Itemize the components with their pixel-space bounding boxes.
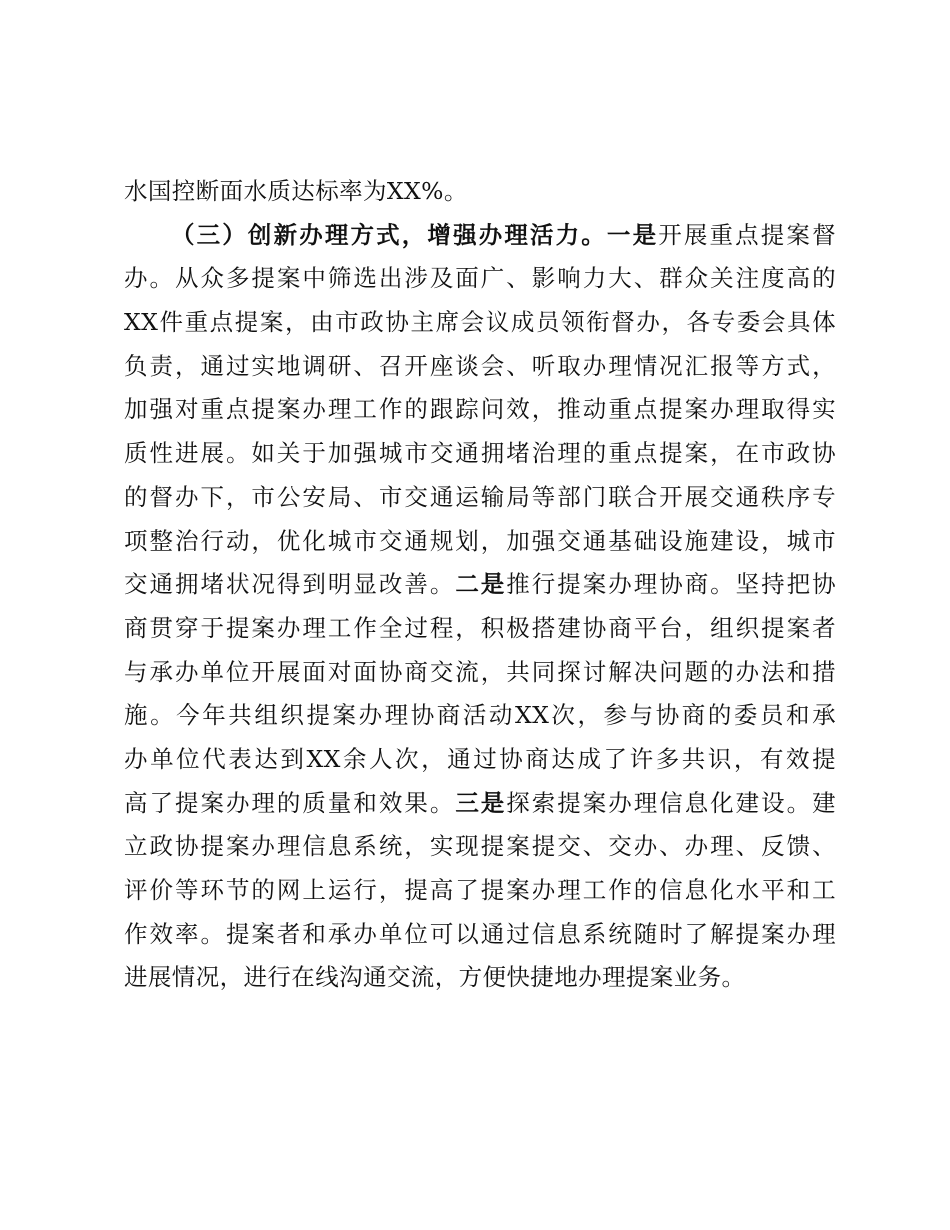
text-run: 办。从众多提案中筛选出涉及面广、影响力大、群众关注度高的 [124,264,836,293]
bold-text: 三是 [455,788,507,817]
bold-text: 二是 [455,570,507,599]
text-run: 施。今年共组织提案办理协商活动XX次，参与协商的委员和承 [124,701,836,730]
text-line [124,651,836,695]
text-run: 高了提案办理的质量和效果。 [124,788,456,817]
text-run: 项整治行动，优化城市交通规划，加强交通基础设施建设，城市 [124,526,836,555]
text-run: 的督办下，市公安局、市交通运输局等部门联合开展交通秩序专 [124,482,836,511]
body-text [124,170,836,1000]
text-run: 开展重点提案督 [658,220,836,249]
text-line [124,956,836,1000]
text-line [124,432,836,476]
text-run: 质性进展。如关于加强城市交通拥堵治理的重点提案，在市政协 [124,439,836,468]
text-run: 作效率。提案者和承办单位可以通过信息系统随时了解提案办理 [124,919,836,948]
text-line [124,782,836,826]
text-line [124,476,836,520]
text-line [124,869,836,913]
text-line [124,301,836,345]
bold-text: （三）创新办理方式，增强办理活力。 [171,220,607,249]
text-run: 水国控断面水质达标率为XX%。 [124,177,468,205]
text-run: XX件重点提案，由市政协主席会议成员领衔督办，各专委会具体 [124,308,836,337]
text-line [124,388,836,432]
text-line [124,563,836,607]
text-run: 与承办单位开展面对面协商交流，共同探讨解决问题的办法和措 [124,657,836,686]
text-line [124,520,836,564]
text-run: 办单位代表达到XX余人次，通过协商达成了许多共识，有效提 [124,744,836,773]
text-line [124,257,836,301]
text-run: 推行提案办理协商。坚持把协 [506,570,837,599]
text-line [124,170,836,214]
text-line [124,345,836,389]
text-line [124,607,836,651]
bold-text: 一是 [606,220,659,249]
text-line [124,694,836,738]
text-run: 进展情况，进行在线沟通交流，方便快捷地办理提案业务。 [124,963,746,992]
text-run: 探索提案办理信息化建设。建 [506,788,837,817]
text-run: 负责，通过实地调研、召开座谈会、听取办理情况汇报等方式， [124,351,836,380]
text-line [124,825,836,869]
text-run: 交通拥堵状况得到明显改善。 [124,570,456,599]
text-line [124,214,836,258]
text-line [124,913,836,957]
text-run: 加强对重点提案办理工作的跟踪问效，推动重点提案办理取得实 [124,395,836,424]
text-run: 商贯穿于提案办理工作全过程，积极搭建协商平台，组织提案者 [124,613,836,642]
text-run: 立政协提案办理信息系统，实现提案提交、交办、办理、反馈、 [124,832,836,861]
text-run: 评价等环节的网上运行，提高了提案办理工作的信息化水平和工 [124,876,836,904]
text-line [124,738,836,782]
